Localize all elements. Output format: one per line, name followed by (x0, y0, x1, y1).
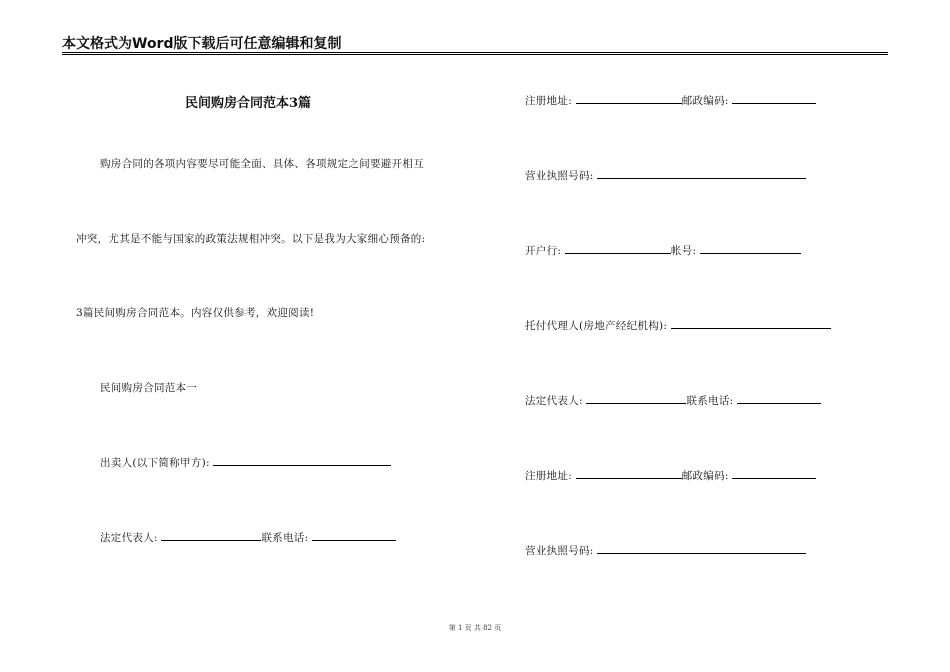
document-header: 本文格式为Word版下载后可任意编辑和复制 (62, 36, 342, 52)
seller-blank (213, 455, 391, 466)
phone-label: 联系电话: (261, 532, 309, 544)
license-label-2: 营业执照号码: (525, 545, 594, 557)
bank-field (525, 243, 801, 258)
document-title: 民间购房合同范本3篇 (185, 96, 312, 111)
phone-blank (312, 530, 396, 541)
bank-label: 开户行: (525, 245, 562, 257)
intro-line-2: 冲突，尤其是不能与国家的政策法规相冲突。以下是我为大家细心预备的: (76, 233, 426, 245)
license-field (525, 168, 806, 183)
postcode-label: 邮政编码: (681, 95, 729, 107)
license-label: 营业执照号码: (525, 170, 594, 182)
right-phone-label: 联系电话: (686, 395, 734, 407)
reg-address-field (525, 93, 816, 108)
right-legal-rep-blank (586, 393, 686, 404)
header-divider-thin (62, 54, 888, 55)
reg-address-label-2: 注册地址: (525, 470, 573, 482)
right-legal-rep-field (525, 393, 821, 408)
postcode-blank (732, 93, 816, 104)
seller-field (100, 455, 391, 470)
right-phone-blank (737, 393, 821, 404)
reg-address-blank (576, 93, 682, 104)
account-blank (700, 243, 801, 254)
legal-rep-field (100, 530, 396, 545)
legal-rep-label: 法定代表人: (100, 532, 158, 544)
postcode-label-2: 邮政编码: (681, 470, 729, 482)
agent-blank (671, 318, 831, 329)
reg-address-field-2 (525, 468, 816, 483)
intro-line-1: 购房合同的各项内容要尽可能全面、具体、各项规定之间要避开相互 (100, 158, 424, 170)
license-field-2 (525, 543, 806, 558)
intro-line-3: 3篇民间购房合同范本。内容仅供参考，欢迎阅读! (76, 307, 315, 319)
license-blank-2 (597, 543, 806, 554)
agent-label: 托付代理人(房地产经纪机构): (525, 320, 668, 332)
right-legal-rep-label: 法定代表人: (525, 395, 583, 407)
section-heading: 民间购房合同范本一 (100, 382, 198, 394)
account-label: 帐号: (670, 245, 697, 257)
postcode-blank-2 (732, 468, 816, 479)
reg-address-label: 注册地址: (525, 95, 573, 107)
agent-field (525, 318, 831, 333)
header-divider (62, 52, 888, 53)
seller-label: 出卖人(以下简称甲方): (100, 457, 210, 469)
license-blank (597, 168, 806, 179)
bank-blank (565, 243, 671, 254)
reg-address-blank-2 (576, 468, 682, 479)
legal-rep-blank (161, 530, 261, 541)
page-number: 第 1 页 共 82 页 (448, 624, 502, 632)
